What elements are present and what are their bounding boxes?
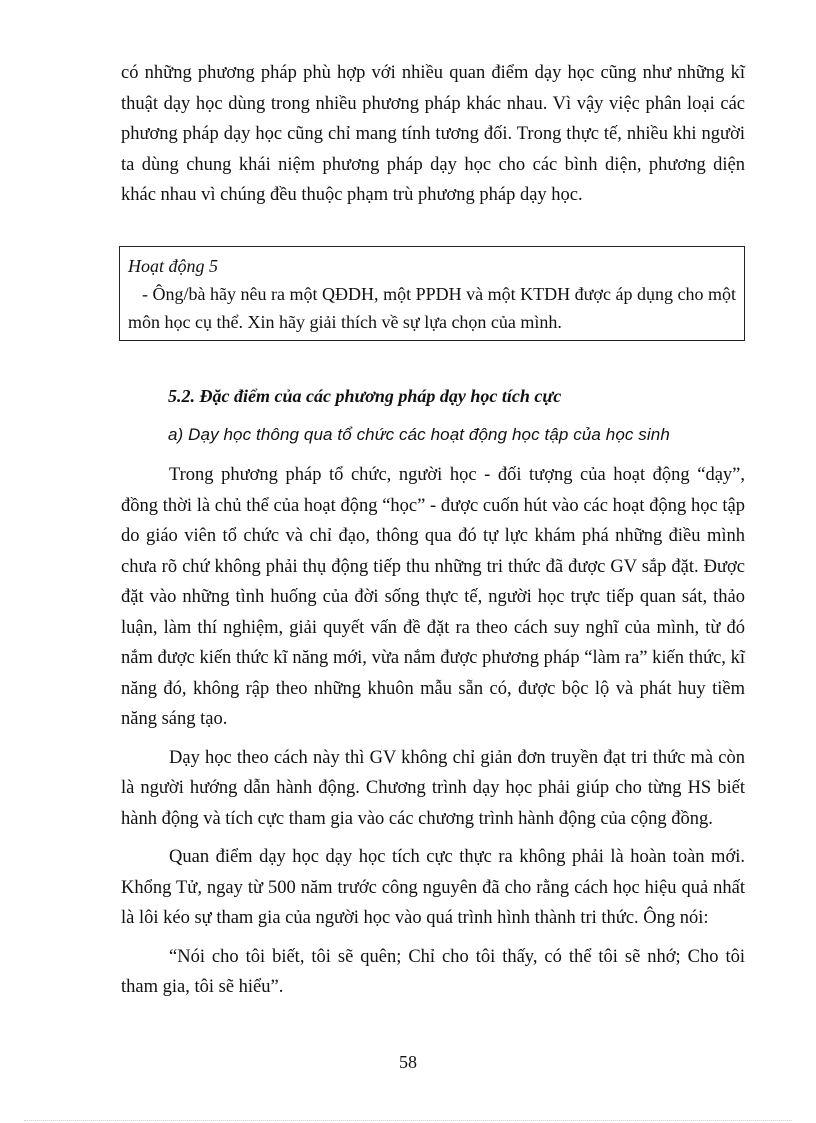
section-heading: 5.2. Đặc điểm của các phương pháp dạy học tích cực (168, 386, 562, 406)
paragraph: Trong phương pháp tổ chức, người học - đối tượng của hoạt động “dạy”, đồng thời là chủ thể của hoạt động “học” - được cuốn hút vào các hoạt động học tập do giáo viên tổ chức và chỉ đạo, thông qua đó tự lực khám phá những điều mình chưa rõ chứ không phải thụ động tiếp thu những tri thức đã được GV sắp đặt. Được đặt vào những tình huống của đời sống thực tế, người học trực tiếp quan sát, thảo luận, làm thí nghiệm, giải quyết vấn đề đặt ra theo cách suy nghĩ của mình, từ đó nắm được kiến thức kĩ năng mới, vừa nắm được phương pháp “làm ra” kiến thức, kĩ năng đó, không rập theo những khuôn mẫu sẵn có, được bộc lộ và phát huy tiềm năng sáng tạo. (121, 465, 745, 729)
page-bottom-divider (24, 1120, 792, 1121)
paragraph: Dạy học theo cách này thì GV không chỉ giản đơn truyền đạt tri thức mà còn là người hướng dẫn hành động. Chương trình dạy học phải giúp cho từng HS biết hành động và tích cực tham gia vào các chương trình hành động của cộng đồng. (121, 747, 745, 829)
quote-paragraph: “Nói cho tôi biết, tôi sẽ quên; Chỉ cho tôi thấy, có thể tôi sẽ nhớ; Cho tôi tham gia, tôi sẽ hiểu”. (121, 946, 745, 997)
page-number: 58 (399, 1052, 417, 1072)
activity-box (119, 246, 745, 341)
intro-text: có những phương pháp phù hợp với nhiều quan điểm dạy học cũng như những kĩ thuật dạy học dùng trong nhiều phương pháp khác nhau. Vì vậy việc phân loại các phương pháp dạy học cũng chỉ mang tính tương đối. Trong thực tế, nhiều khi người ta dùng chung khái niệm phương pháp dạy học cho các bình diện, phương diện khác nhau vì chúng đều thuộc phạm trù phương pháp dạy học. (121, 63, 745, 205)
activity-title: Hoạt động 5 (128, 256, 218, 276)
section-subheading: a) Dạy học thông qua tổ chức các hoạt động học tập của học sinh (168, 425, 670, 444)
intro-paragraph (121, 58, 745, 211)
paragraph: Quan điểm dạy học dạy học tích cực thực ra không phải là hoàn toàn mới. Khổng Tử, ngay từ 500 năm trước công nguyên đã cho rằng cách học hiệu quả nhất là lôi kéo sự tham gia của người học vào quá trình hình thành tri thức. Ông nói: (121, 847, 745, 928)
activity-body: - Ông/bà hãy nêu ra một QĐDH, một PPDH và một KTDH được áp dụng cho một môn học cụ thể. Xin hãy giải thích về sự lựa chọn của mình. (128, 284, 736, 332)
body-text (121, 460, 745, 1011)
